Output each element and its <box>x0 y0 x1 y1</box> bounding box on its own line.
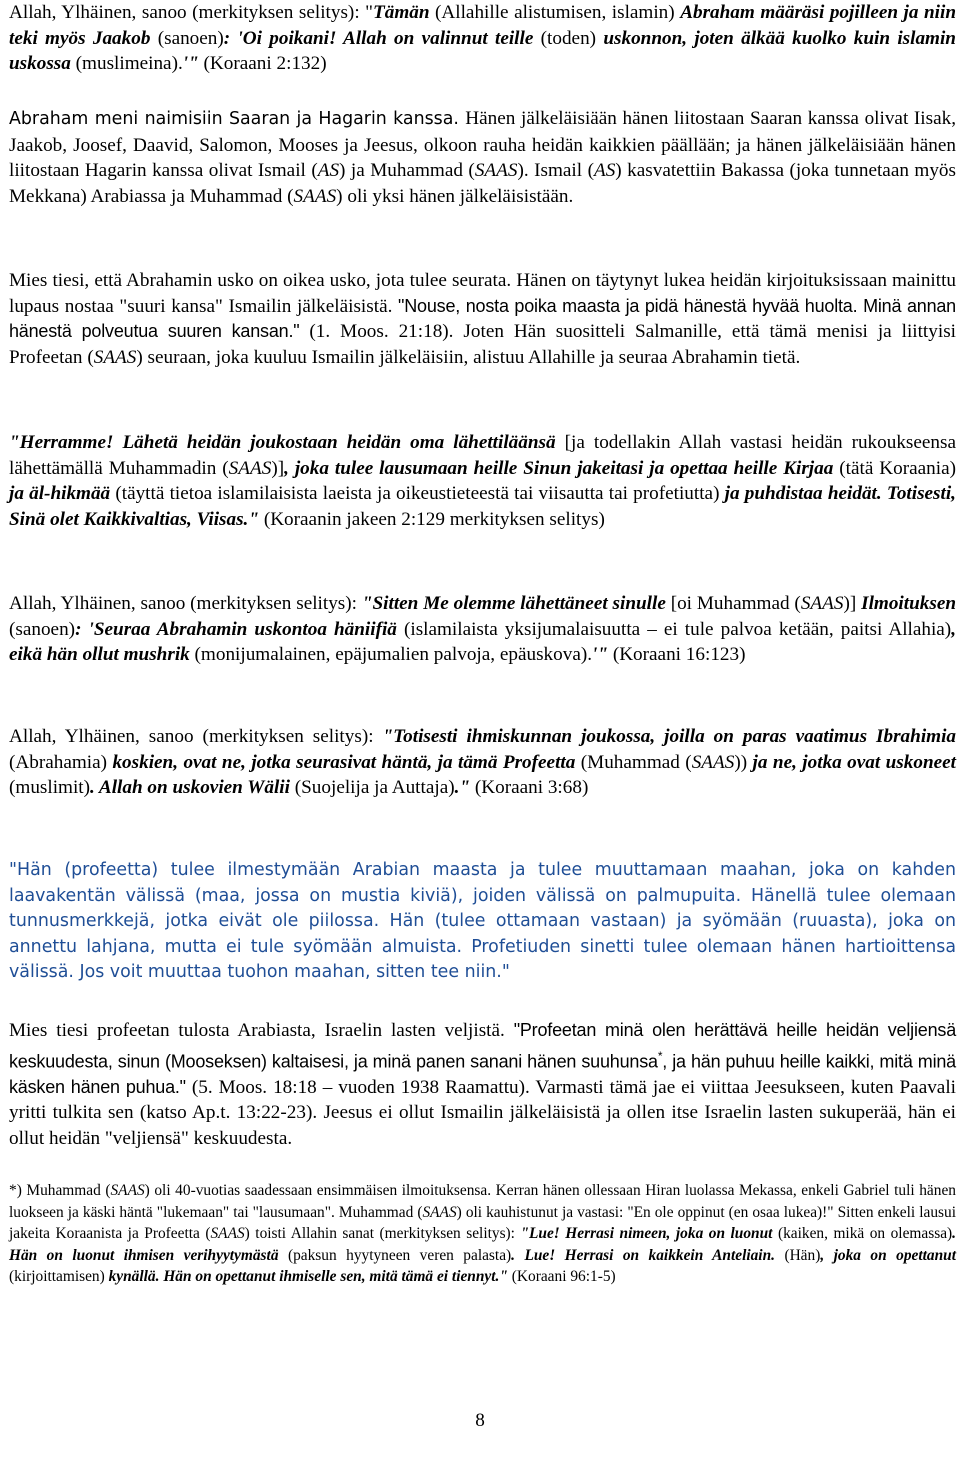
paragraph-quran-16-123: Allah, Ylhäinen, sanoo (merkityksen selitys): "Sitten Me olemme lähettäneet sinulle [oi Muhammad (SAAS)] Ilmoituksen (sanoen): 'Seuraa Abrahamin uskontoa häniifiä (islamilaista yksijumalaisuutta – ei tule palvoa ketään, paitsi Allahia), eikä hän ollut mushrik (monijumalainen, epäjumalien palvoja, epäuskova).'" (Koraani 16:123) <box>9 593 957 666</box>
paragraph-abraham-faith: Mies tiesi, että Abrahamin usko on oikea usko, jota tulee seurata. Hänen on täytynyt lukea heidän kirjoituksissaan mainittu lupaus nostaa "suuri kansa" Ismailin jälkeläisistä. "Nouse, nosta poika maasta ja pidä hänestä hyvää huolta. Minä annan hänestä polveutua suuren kansan." (1. Moos. 21:18). Joten Hän suositteli Salmanille, että tämä menisi ja liittyisi Profeetan (SAAS) seuraan, joka kuuluu Ismailin jälkeläisiin, alistuu Allahille ja seuraa Abrahamin tietä. <box>9 270 956 368</box>
footnote-marker[interactable]: * <box>657 1048 663 1063</box>
paragraph-abraham-descendants: Abraham meni naimisiin Saaran ja Hagarin kanssa. Hänen jälkeläisiään hänen liitostaan Saaran kanssa olivat Iisak, Jaakob, Joosef, Daavid, Salomon, Mooses ja Jeesus, olkoon rauha heidän kaikkien päällään; ja hänen jälkeläisiään hänen liitostaan Hagarin kanssa olivat Ismail (AS) ja Muhammad (SAAS). Ismail (AS) kasvatettiin Bakassa (joka tunnetaan myös Mekkana) Arabiassa ja Muhammad (SAAS) oli yksi hänen jälkeläisistään. <box>9 108 956 207</box>
paragraph-quran-2-132: Allah, Ylhäinen, sanoo (merkityksen selitys): "Tämän (Allahille alistumisen, islamin) Abraham määräsi pojilleen ja niin teki myös Jaakob (sanoen): 'Oi poikani! Allah on valinnut teille (toden) uskonnon, joten älkää kuolko kuin islamin uskossa (muslimeina).'" (Koraani 2:132) <box>9 2 956 75</box>
page-number: 8 <box>475 1410 485 1431</box>
paragraph-prophet-prophecy-quote: "Hän (profeetta) tulee ilmestymään Arabian maasta ja tulee muuttamaan maahan, joka on kahden laavakentän välissä (maa, jossa on mustia kiviä), joiden välissä on palmupuita. Hänellä tulee olemaan tunnusmerkkejä, jotka eivät ole piilossa. Hän (tulee ottamaan vastaan) ja syömään (ruuasta), joka on annettu lahjana, mutta ei tule syömään almuista. Profetiuden sinetti tulee olemaan hänen hartioittensa välissä. Jos voit muuttaa tuohon maahan, sitten tee niin." <box>9 860 956 983</box>
paragraph-quran-2-129: "Herramme! Lähetä heidän joukostaan heidän oma lähettiläänsä [ja todellakin Allah vastasi heidän rukoukseensa lähettämällä Muhammadin (SAAS)], joka tulee lausumaan heille Sinun jakeitasi ja opettaa heille Kirjaa (tätä Koraania) ja äl-hikmää (täyttä tietoa islamilaisista laeista ja oikeustieteestä tai viisautta tai profetiutta) ja puhdistaa heidät. Totisesti, Sinä olet Kaikkivaltias, Viisas." (Koraanin jakeen 2:129 merkityksen selitys) <box>9 432 957 530</box>
paragraph-quran-3-68: Allah, Ylhäinen, sanoo (merkityksen selitys): "Totisesti ihmiskunnan joukossa, joilla on paras vaatimus Ibrahimia (Abrahamia) koskien, ovat ne, jotka seurasivat häntä, ja tämä Profeetta (Muhammad (SAAS)) ja ne, jotka ovat uskoneet (muslimit). Allah on uskovien Wälii (Suojelija ja Auttaja)." (Koraani 3:68) <box>9 726 956 799</box>
footnote: *) Muhammad (SAAS) oli 40-vuotias saadessaan ensimmäisen ilmoituksensa. Kerran hänen ollessaan Hiran luolassa Mekassa, enkeli Gabriel tuli hänen luokseen ja käski häntä "lukemaan" tai "lausumaan". Muhammad (SAAS) oli kauhistunut ja vastasi: "En ole oppinut (en osaa lukea)!" Sitten enkeli lausui jakeita Koraanista ja Profeetta (SAAS) toisti Allahin sanat (merkityksen selitys): "Lue! Herrasi nimeen, joka on luonut (kaiken, mikä on olemassa). Hän on luonut ihmisen verihyytymästä (paksun hyytyneen veren palasta). Lue! Herrasi on kaikkein Anteliain. (Hän), joka on opettanut (kirjoittamisen) kynällä. Hän on opettanut ihmiselle sen, mitä tämä ei tiennyt." (Koraani 96:1-5) <box>9 1182 957 1285</box>
paragraph-deuteronomy: Mies tiesi profeetan tulosta Arabiasta, Israelin lasten veljistä. "Profeetan minä olen herättävä heille heidän veljiensä keskuudesta, sinun (Mooseksen) kaltaisesi, ja minä panen sanani hänen suuhunsa*, ja hän puhuu heille kaikki, mitä minä käsken hänen puhua." (5. Moos. 18:18 – vuoden 1938 Raamattu). Varmasti tämä jae ei viittaa Jeesukseen, kuten Paavali yritti tulkita sen (katso Ap.t. 13:22-23). Jeesus ei ollut Ismailin jälkeläisistä ja ollen itse Israelin lasten sukuperää, hän ei ollut heidän "veljiensä" keskuudesta. <box>9 1020 956 1149</box>
